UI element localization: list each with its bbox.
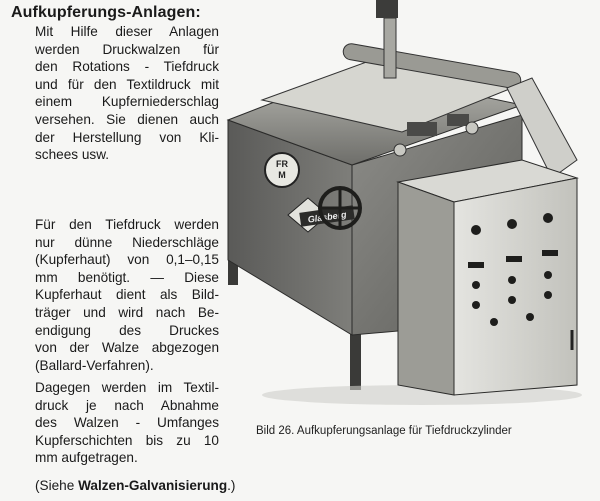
text-line: druck je nach Abnahme <box>35 397 219 413</box>
drive-gear <box>447 114 469 126</box>
figure-caption: Bild 26. Aufkupferungsanlage für Tiefdruckzylinder <box>256 425 512 437</box>
control-knob-icon <box>472 281 480 289</box>
machine-photo <box>222 0 600 420</box>
text-line: von der Walze abgezogen <box>35 340 219 356</box>
text-line: versehen. Sie dienen auch <box>35 111 219 127</box>
control-knob-icon <box>472 301 480 309</box>
indicator-icon <box>468 262 484 268</box>
text-line: der Herstellung von Kli- <box>35 129 219 145</box>
paragraph-intro <box>35 23 219 164</box>
machine-leg <box>350 330 361 390</box>
control-knob-icon <box>490 318 498 326</box>
text-line: Kupferschichten bis zu 10 <box>35 432 219 448</box>
text-line: Kupferhaut dient als Bild- <box>35 287 219 303</box>
meter-icon <box>471 225 481 235</box>
control-knob-icon <box>508 276 516 284</box>
cross-reference-link[interactable]: Walzen-Galvanisierung <box>78 478 228 493</box>
text-line: des Walzen - Umfanges <box>35 415 219 431</box>
text-line: den Rotations - Tiefdruck <box>35 59 219 75</box>
text-line: Mit Hilfe dieser Anlagen <box>35 24 219 39</box>
cross-reference <box>35 477 235 495</box>
text-line: und für den Textildruck mit <box>35 76 219 92</box>
paragraph-textildruck <box>35 379 219 467</box>
text-line: endigung des Druckes <box>35 322 219 338</box>
section-heading: Aufkupferungs-Anlagen: <box>11 4 201 21</box>
meter-icon <box>543 213 553 223</box>
control-knob-icon <box>508 296 516 304</box>
text-line: Dagegen werden im Textil- <box>35 380 219 395</box>
text-line: (Ballard-Verfahren). <box>35 357 154 373</box>
text-line: schees usw. <box>35 147 110 163</box>
clamp-knob-icon <box>466 122 478 134</box>
indicator-icon <box>542 250 558 256</box>
meter-icon <box>507 219 517 229</box>
cabinet-side <box>398 182 454 395</box>
text-line: träger und wird nach Be- <box>35 304 219 320</box>
text-line: (Kupferhaut) von 0,1–0,15 <box>35 252 219 268</box>
text-line: einem Kupferniederschlag <box>35 94 219 110</box>
control-knob-icon <box>544 271 552 279</box>
nameplate-text: Glasberg <box>307 209 348 225</box>
text-line: mm aufgetragen. <box>35 450 138 466</box>
text-line: mm benötigt. — Diese <box>35 269 219 285</box>
column-head <box>376 0 398 18</box>
drive-motor <box>407 122 437 136</box>
clamp-knob-icon <box>394 144 406 156</box>
text-line: nur dünne Niederschläge <box>35 234 219 250</box>
paragraph-tiefdruck <box>35 216 219 374</box>
indicator-icon <box>506 256 522 262</box>
text-line: werden Druckwalzen für <box>35 41 219 57</box>
cross-reference-prefix: (Siehe <box>35 478 79 493</box>
control-knob-icon <box>544 291 552 299</box>
badge-text-bottom: M <box>278 170 286 180</box>
copper-plating-machine-illustration <box>222 0 600 420</box>
cross-reference-suffix: .) <box>227 478 236 493</box>
badge-text-top: FR <box>276 159 288 169</box>
control-knob-icon <box>526 313 534 321</box>
lifting-column <box>384 18 396 78</box>
text-line: Für den Tiefdruck werden <box>35 217 219 232</box>
